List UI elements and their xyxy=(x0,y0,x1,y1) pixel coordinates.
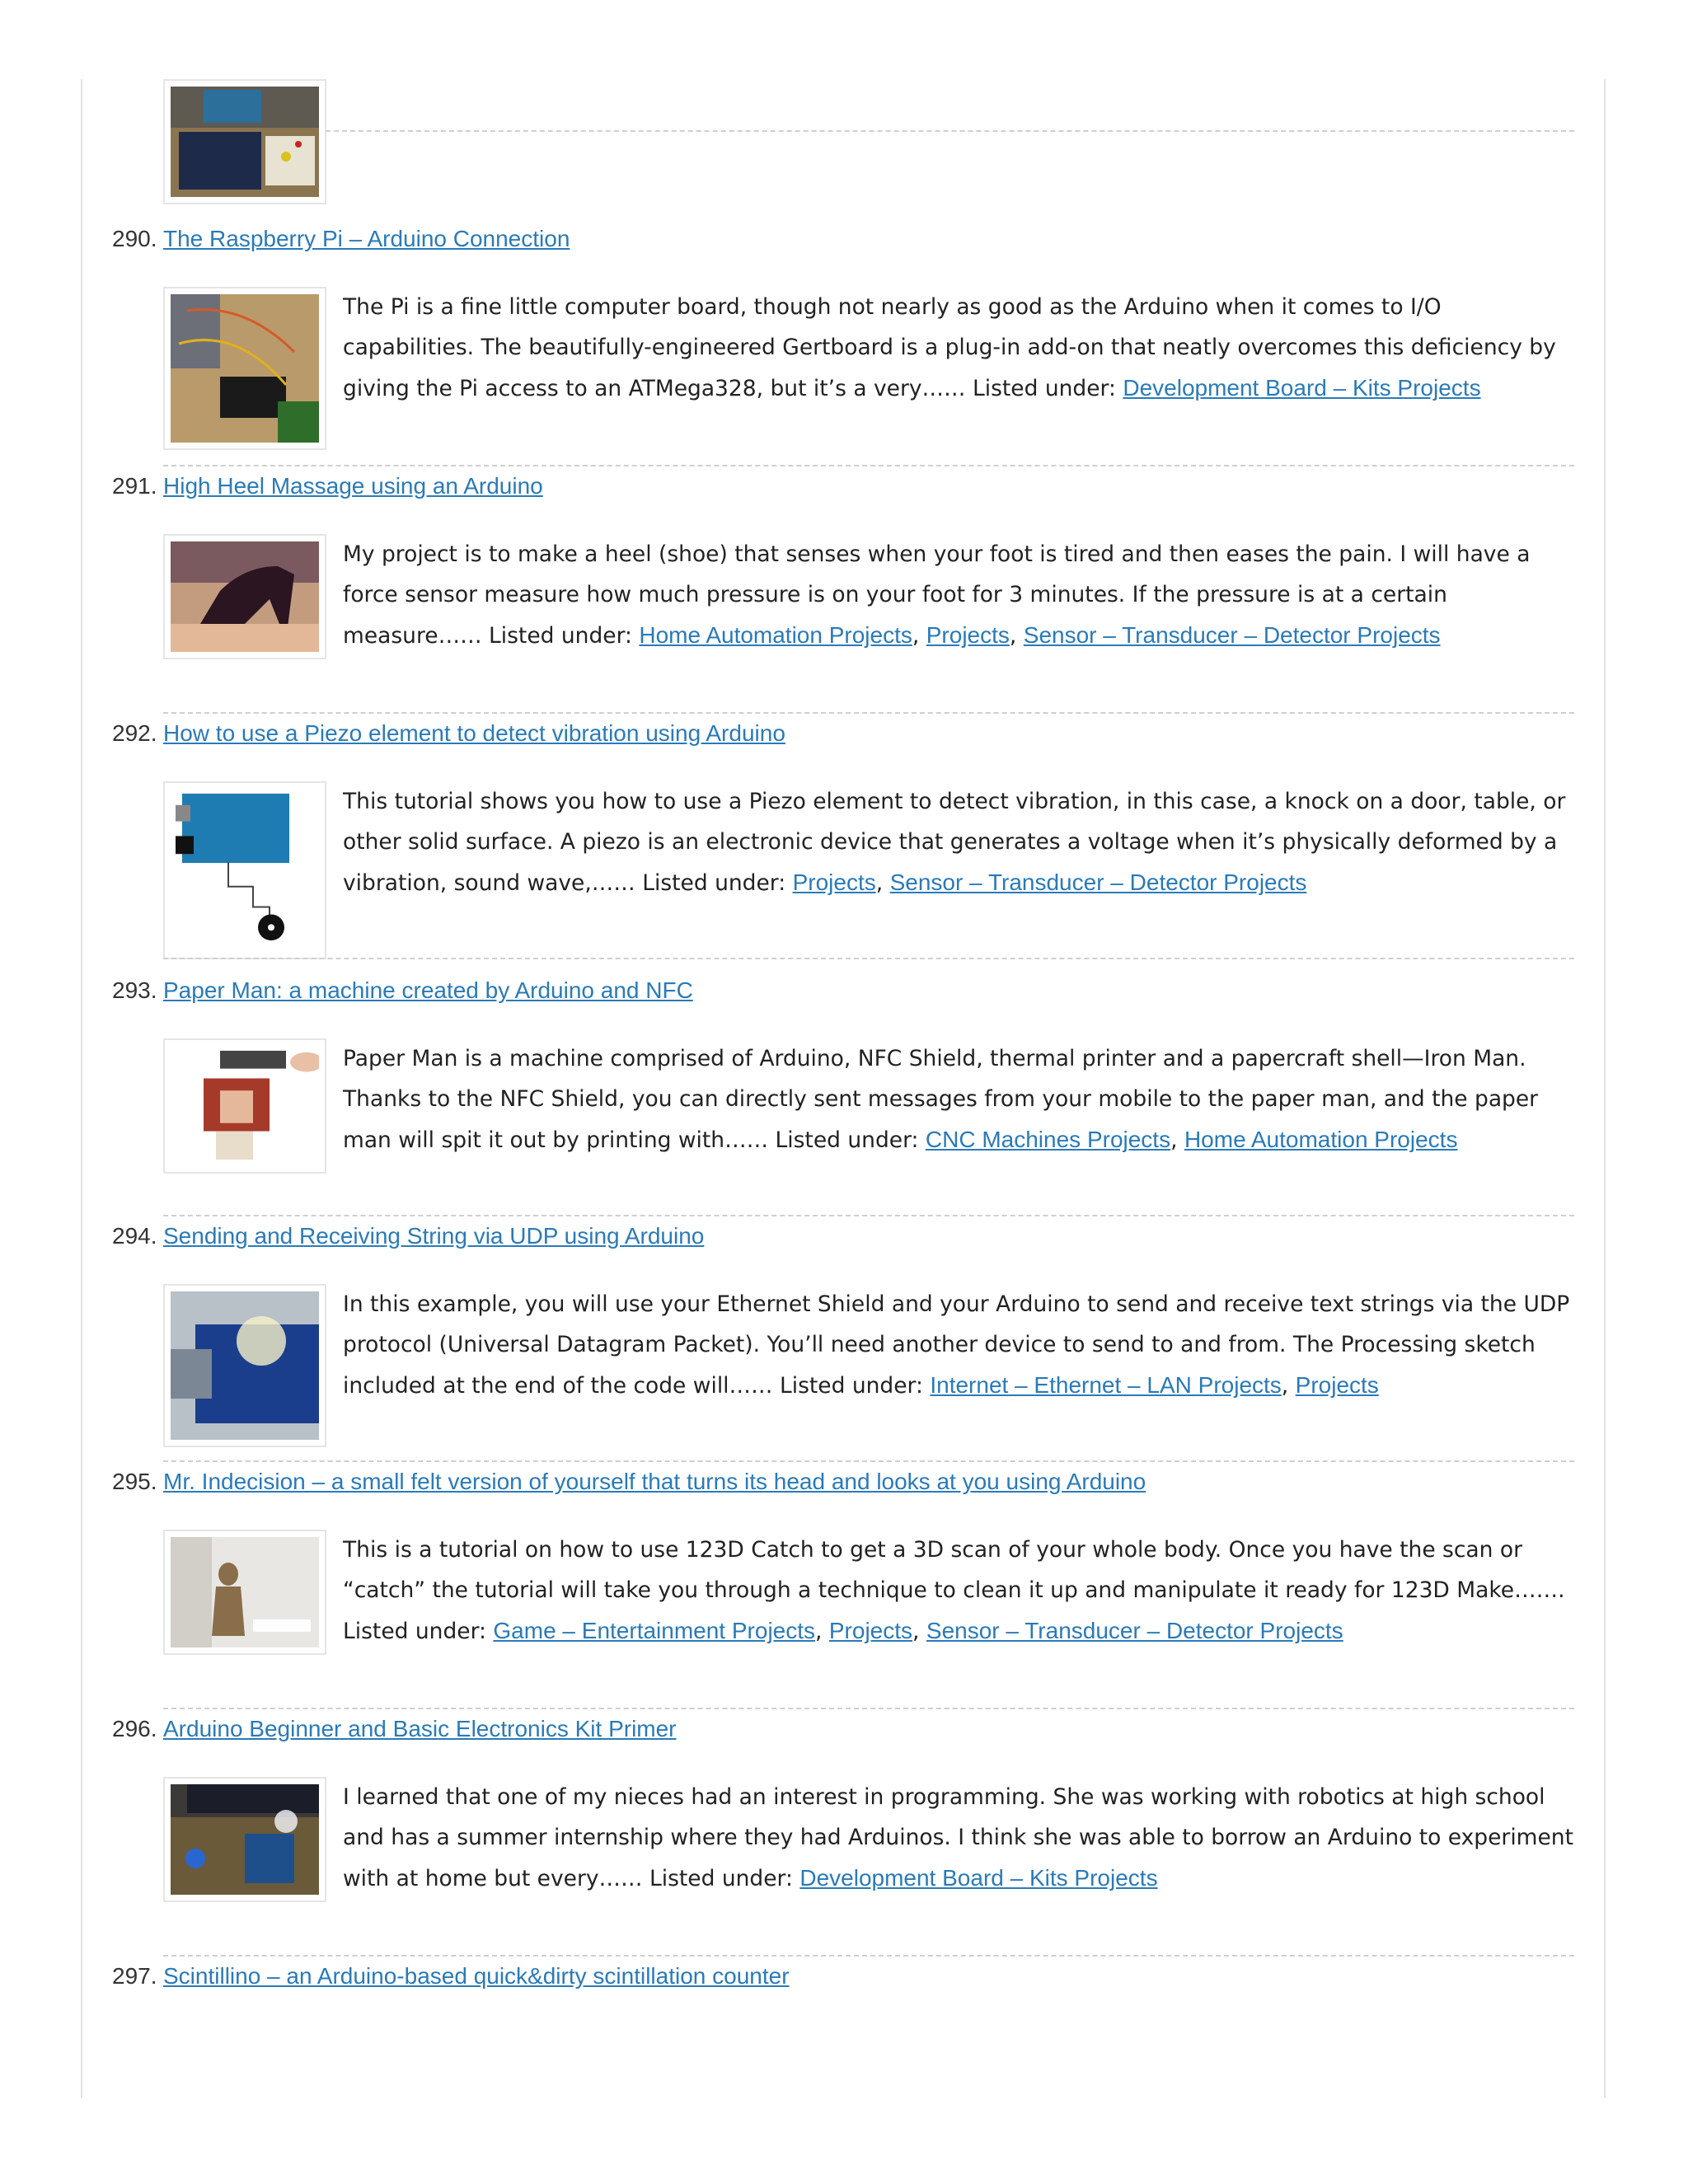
item-divider xyxy=(163,1460,1574,1462)
project-thumbnail[interactable] xyxy=(163,534,326,659)
category-link-cnc-machines[interactable]: CNC Machines Projects xyxy=(925,1127,1171,1152)
category-link-development-board[interactable]: Development Board – Kits Projects xyxy=(1123,375,1481,401)
category-link-sensor[interactable]: Sensor – Transducer – Detector Projects xyxy=(926,1618,1343,1643)
category-link-internet-ethernet[interactable]: Internet – Ethernet – LAN Projects xyxy=(930,1372,1282,1398)
item-title-link[interactable]: Scintillino – an Arduino-based quick&dirty scintillation counter xyxy=(163,1963,790,1989)
item-number: 294. xyxy=(112,1223,157,1249)
item-description: Paper Man is a machine comprised of Arduino, NFC Shield, thermal printer and a papercraft shell—Iron Man. Thanks to the NFC Shield, you can directly sent messages from your mobile to the paper man, and the paper man will spit it out by printing with…… Listed under: CNC Machines Projects, Home Automation Projects xyxy=(343,1046,1539,1153)
item-title-link[interactable]: Mr. Indecision – a small felt version of yourself that turns its head and looks at you using Arduino xyxy=(163,1469,1146,1494)
category-link-home-automation[interactable]: Home Automation Projects xyxy=(639,622,912,648)
project-thumbnail[interactable] xyxy=(163,1530,326,1655)
category-link-game-entertainment[interactable]: Game – Entertainment Projects xyxy=(493,1618,816,1643)
item-divider xyxy=(163,1955,1574,1957)
category-link-development-board[interactable]: Development Board – Kits Projects xyxy=(799,1865,1158,1891)
category-link-projects[interactable]: Projects xyxy=(1295,1372,1379,1398)
category-link-projects[interactable]: Projects xyxy=(926,622,1010,648)
category-link-sensor[interactable]: Sensor – Transducer – Detector Projects xyxy=(1023,622,1441,648)
project-thumbnail[interactable] xyxy=(163,781,326,959)
category-link-projects[interactable]: Projects xyxy=(828,1618,913,1643)
category-link-projects[interactable]: Projects xyxy=(792,869,876,895)
item-title-link[interactable]: How to use a Piezo element to detect vibration using Arduino xyxy=(163,720,785,746)
category-link-sensor[interactable]: Sensor – Transducer – Detector Projects xyxy=(889,869,1307,895)
item-divider xyxy=(163,958,1574,959)
item-number: 291. xyxy=(112,473,157,499)
project-thumbnail[interactable] xyxy=(163,1284,326,1447)
item-number: 295. xyxy=(112,1469,157,1494)
item-title-link[interactable]: High Heel Massage using an Arduino xyxy=(163,473,543,499)
item-divider xyxy=(163,465,1574,466)
item-divider xyxy=(163,1215,1574,1216)
item-title-link[interactable]: Arduino Beginner and Basic Electronics Kit Primer xyxy=(163,1716,677,1741)
item-divider xyxy=(163,712,1574,714)
item-number: 292. xyxy=(112,720,157,746)
item-number: 290. xyxy=(112,226,157,251)
item-divider xyxy=(326,130,1574,132)
project-thumbnail[interactable] xyxy=(163,1777,326,1902)
item-description: In this example, you will use your Ethernet Shield and your Arduino to send and receive text strings via the UDP protocol (Universal Datagram Packet). You’ll need another device to send to and from. The Processing sketch included at the end of the code will…… Listed under: Internet – Ethernet – LAN Projects, Projects xyxy=(343,1291,1570,1399)
item-title-link[interactable]: Paper Man: a machine created by Arduino and NFC xyxy=(163,977,693,1003)
item-number: 296. xyxy=(112,1716,157,1741)
project-thumbnail[interactable] xyxy=(163,79,326,204)
item-description: This is a tutorial on how to use 123D Catch to get a 3D scan of your whole body. Once you have the scan or “catch” the tutorial will take you through a technique to clean it up and manipulate it ready for 123D Make……. Listed under: Game – Entertainment Projects, Projects, Sensor – Transducer – Detector Projects xyxy=(343,1537,1565,1644)
item-title-link[interactable]: Sending and Receiving String via UDP using Arduino xyxy=(163,1223,705,1249)
item-description: I learned that one of my nieces had an interest in programming. She was working with robotics at high school and has a summer internship where they had Arduinos. I think she was able to borrow an Arduino to experiment with at home but every…… Listed under: Development Board – Kits Projects xyxy=(343,1784,1573,1891)
category-link-home-automation[interactable]: Home Automation Projects xyxy=(1184,1127,1458,1152)
item-number: 297. xyxy=(112,1963,157,1989)
item-number: 293. xyxy=(112,977,157,1003)
item-title-link[interactable]: The Raspberry Pi – Arduino Connection xyxy=(163,226,570,251)
item-description: This tutorial shows you how to use a Piezo element to detect vibration, in this case, a knock on a door, table, or other solid surface. A piezo is an electronic device that generates a voltage when it’s physically deformed by a vibration, sound wave,…… Listed under: Projects, Sensor – Transducer – Detector Projects xyxy=(343,789,1566,896)
project-thumbnail[interactable] xyxy=(163,287,326,450)
project-thumbnail[interactable] xyxy=(163,1038,326,1174)
item-description: My project is to make a heel (shoe) that senses when your foot is tired and then eases the pain. I will have a force sensor measure how much pressure is on your foot for 3 minutes. If the pressure is at a certain measure…… Listed under: Home Automation Projects, Projects, Sensor – Transducer – Detector Projects xyxy=(343,541,1531,649)
item-description: The Pi is a fine little computer board, though not nearly as good as the Arduino when it comes to I/O capabilities. The beautifully-engineered Gertboard is a plug-in add-on that neatly overcomes this deficiency by giving the Pi access to an ATMega328, but it’s a very…… Listed under: Development Board – Kits Projects xyxy=(343,294,1556,401)
item-divider xyxy=(163,1708,1574,1709)
